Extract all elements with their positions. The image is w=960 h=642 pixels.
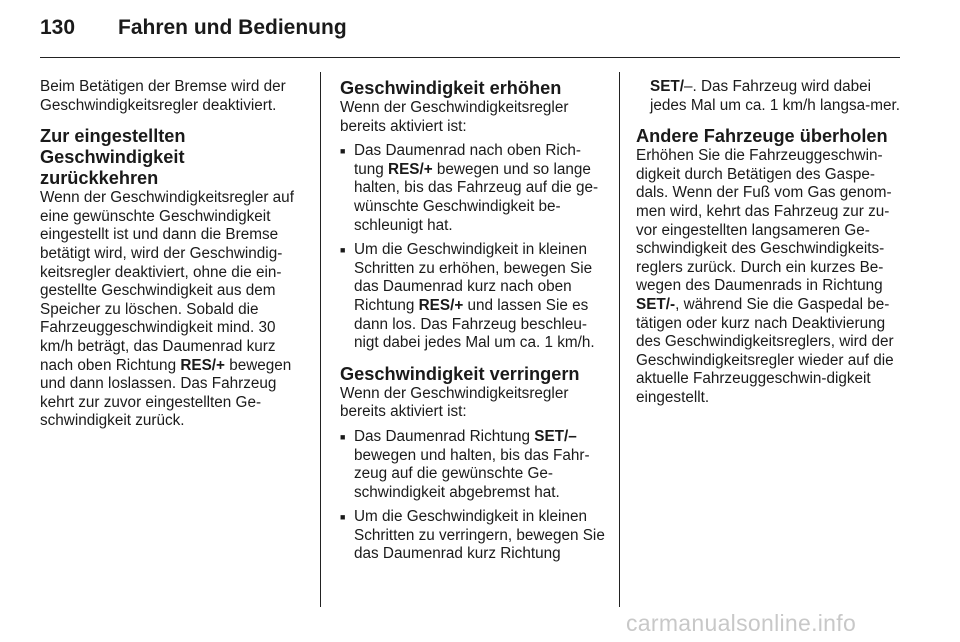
watermark: carmanualsonline.info bbox=[626, 610, 857, 636]
body-paragraph bbox=[40, 189, 305, 431]
key-label: SET/- bbox=[636, 295, 676, 313]
text-run: Um die Geschwindigkeit in kleinen Schritten zu erhöhen, bewegen Sie das Daumenrad kurz nach oben Richtung bbox=[354, 241, 593, 314]
key-label: RES/+ bbox=[418, 296, 464, 314]
header-rule bbox=[40, 57, 900, 58]
text-run: Wenn der Geschwindigkeitsregler auf eine gewünschte Geschwindigkeit eingestellt ist und dann die Bremse betätigt wird, wird der Geschwindig-keitsregler deaktiviert, ohne die ein-gestellte Geschwindigkeit aus dem Speicher zu löschen. Sobald die Fahrzeuggeschwindigkeit mind. 30 km/h beträgt, das Daumenrad kurz nach oben Richtung bbox=[40, 189, 294, 374]
column-divider bbox=[320, 72, 321, 607]
list-item bbox=[340, 508, 605, 564]
body-paragraph bbox=[636, 147, 901, 407]
section-heading-overtaking: Andere Fahrzeuge überholen bbox=[636, 126, 888, 147]
key-label: SET/ bbox=[650, 78, 684, 95]
list-item bbox=[340, 428, 605, 502]
bullet-list bbox=[340, 428, 605, 564]
text-run: , während Sie die Gaspedal be-tätigen oder kurz nach Deaktivierung des Geschwindigkeitsreglers, wird der Geschwindigkeitsregler wieder auf die aktuelle Fahrzeuggeschwin-digkeit eingestellt. bbox=[636, 295, 894, 406]
text-run: bewegen und so lange halten, bis das Fahrzeug auf die ge-wünschte Geschwindigkeit be-schleunigt hat. bbox=[354, 160, 599, 234]
list-item bbox=[340, 142, 605, 235]
list-item bbox=[340, 241, 605, 353]
bullet-list bbox=[340, 142, 605, 353]
text-run: Das Daumenrad Richtung bbox=[354, 427, 535, 445]
text-run: Erhöhen Sie die Fahrzeuggeschwin-digkeit durch Betätigen des Gaspe-dals. Wenn der Fuß vom Gas genom-men wird, kehrt das Fahrzeug zur zu-vor eingestellten langsameren Ge-schwindigkeit des Geschwindigkeits-reglers zurück. Durch ein kurzes Be-wegen des Daumenrads in Richtung bbox=[636, 147, 892, 295]
page-number: 130 bbox=[40, 16, 76, 39]
column-2 bbox=[340, 78, 605, 564]
text-run: Um die Geschwindigkeit in kleinen Schritten zu verringern, bewegen Sie das Daumenrad kurz Richtung bbox=[354, 508, 605, 563]
text-run: bewegen und dann loslassen. Das Fahrzeug kehrt zur zuvor eingestellten Ge-schwindigkeit zurück. bbox=[40, 356, 292, 430]
key-label: RES/+ bbox=[388, 160, 433, 178]
column-3 bbox=[636, 78, 901, 408]
text-run: und lassen Sie es dann los. Das Fahrzeug beschleu-nigt dabei jedes Mal um ca. 1 km/h. bbox=[354, 296, 595, 352]
column-1 bbox=[40, 78, 305, 431]
section-heading-resume: Zur eingestellten Geschwindigkeit zurückkehren bbox=[40, 126, 186, 189]
text-run: bewegen und halten, bis das Fahr-zeug auf die gewünschte Ge-schwindigkeit abgebremst hat. bbox=[354, 446, 590, 501]
intro-paragraph: Beim Betätigen der Bremse wird der Geschwindigkeitsregler deaktiviert. bbox=[40, 78, 286, 114]
section-heading-increase: Geschwindigkeit erhöhen bbox=[340, 78, 562, 98]
section-heading-decrease: Geschwindigkeit verringern bbox=[340, 363, 580, 384]
key-label: SET/– bbox=[534, 427, 577, 445]
continued-bullet-text bbox=[636, 78, 901, 115]
text-run: Das Daumenrad nach oben Rich-tung bbox=[354, 142, 582, 178]
page-header bbox=[40, 16, 347, 40]
intro-paragraph: Wenn der Geschwindigkeitsregler bereits aktiviert ist: bbox=[340, 99, 569, 135]
column-divider bbox=[619, 72, 620, 607]
intro-paragraph: Wenn der Geschwindigkeitsregler bereits aktiviert ist: bbox=[340, 384, 569, 421]
key-label: RES/+ bbox=[180, 356, 225, 374]
text-run: –. Das Fahrzeug wird dabei jedes Mal um ca. 1 km/h langsa-mer. bbox=[650, 78, 900, 114]
page-title: Fahren und Bedienung bbox=[118, 16, 347, 39]
